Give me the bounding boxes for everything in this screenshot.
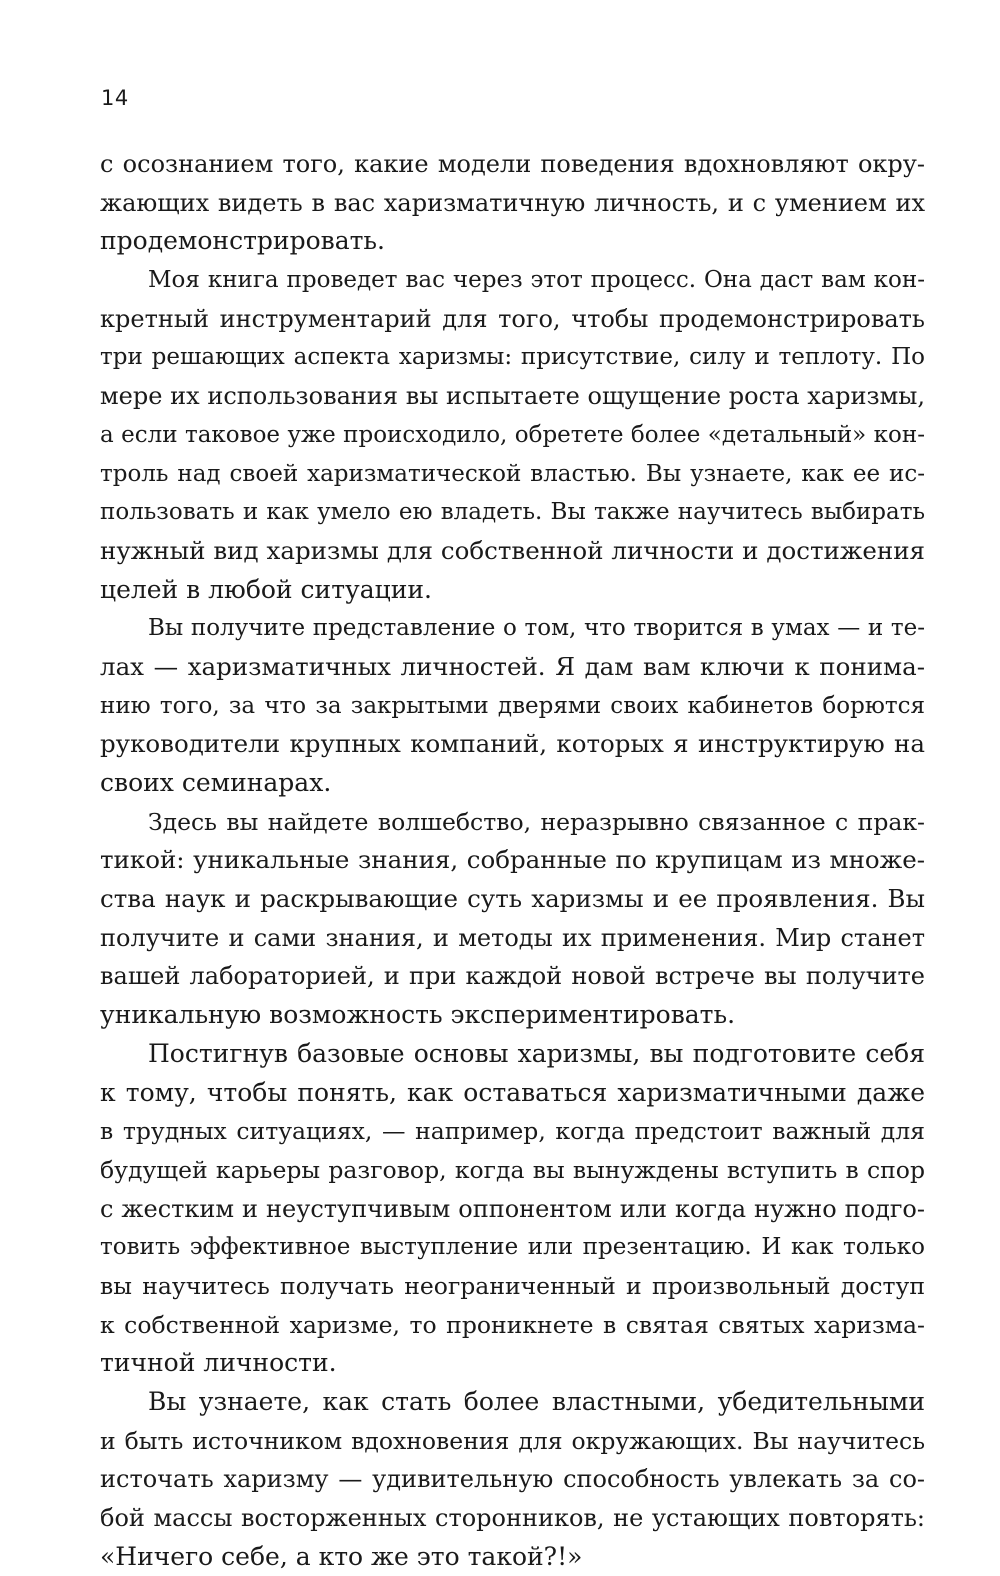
text-line: товить эффективное выступление или презентацию. И как только [100,1234,925,1261]
text-line: в трудных ситуациях, — например, когда предстоит важный для [100,1117,925,1146]
text-line: кретный инструментарий для того, чтобы продемонстрировать [100,304,925,333]
text-line: лах — харизматичных личностей. Я дам вам ключи к понима- [100,651,925,681]
text-line: вы научитесь получать неограниченный и произвольный доступ [100,1271,925,1300]
text-line: а если таковое уже происходило, обретете более «детальный» кон- [100,421,925,448]
text-line: Здесь вы найдете волшебство, неразрывно связанное с прак- [148,807,925,836]
text-line: уникальную возможность экспериментировать. [100,1000,736,1030]
text-line: к собственной харизме, то проникнете в святая святых харизма- [100,1310,925,1339]
text-line: «Ничего себе, а кто же это такой?!» [100,1541,583,1571]
text-line: продемонстрировать. [100,226,385,256]
text-line: вашей лабораторией, и при каждой новой встрече вы получите [100,962,925,991]
text-line: Моя книга проведет вас через этот процесс. Она даст вам кон- [148,267,925,294]
text-line: ства наук и раскрывающие суть харизмы и ее проявления. Вы [100,884,925,914]
text-line: целей в любой ситуации. [100,574,432,604]
text-line: Постигнув базовые основы харизмы, вы подготовите себя [148,1038,925,1068]
text-line: тичной личности. [100,1348,337,1378]
text-line: руководители крупных компаний, которых я инструктирую на [100,729,925,759]
text-line: три решающих аспекта харизмы: присутствие, силу и теплоту. По [100,344,925,371]
text-line: будущей карьеры разговор, когда вы вынуждены вступить в спор [100,1155,925,1184]
text-line: нужный вид харизмы для собственной личности и достижения [100,535,925,565]
text-line: пользовать и как умело ею владеть. Вы также научитесь выбирать [100,499,925,526]
text-line: тикой: уникальные знания, собранные по крупицам из множе- [100,845,925,875]
text-line: бой массы восторженных сторонников, не устающих повторять: [100,1504,925,1533]
text-line: Вы получите представление о том, что творится в умах — и те- [148,615,925,642]
text-line: источать харизму — удивительную способность увлекать за со- [100,1465,925,1494]
text-line: своих семинарах. [100,768,332,797]
text-line: мере их использования вы испытаете ощущение роста харизмы, [100,382,925,411]
text-line: с жестким и неуступчивым оппонентом или когда нужно подго- [100,1194,925,1223]
text-line: жающих видеть в вас харизматичную личность, и с умением их [100,188,925,217]
text-line: к тому, чтобы понять, как оставаться харизматичными даже [100,1077,925,1107]
text-line: Вы узнаете, как стать более властными, убедительными [148,1387,925,1416]
body-text [100,145,925,1576]
text-line: получите и сами знания, и методы их применения. Мир станет [100,923,925,952]
page-number: 14 [101,86,129,110]
text-line: и быть источником вдохновения для окружающих. Вы научитесь [100,1426,925,1455]
text-line: нию того, за что за закрытыми дверями своих кабинетов борются [100,692,925,719]
text-line: троль над своей харизматической властью. Вы узнаете, как ее ис- [100,460,925,487]
text-line: с осознанием того, какие модели поведения вдохновляют окру- [100,150,925,178]
